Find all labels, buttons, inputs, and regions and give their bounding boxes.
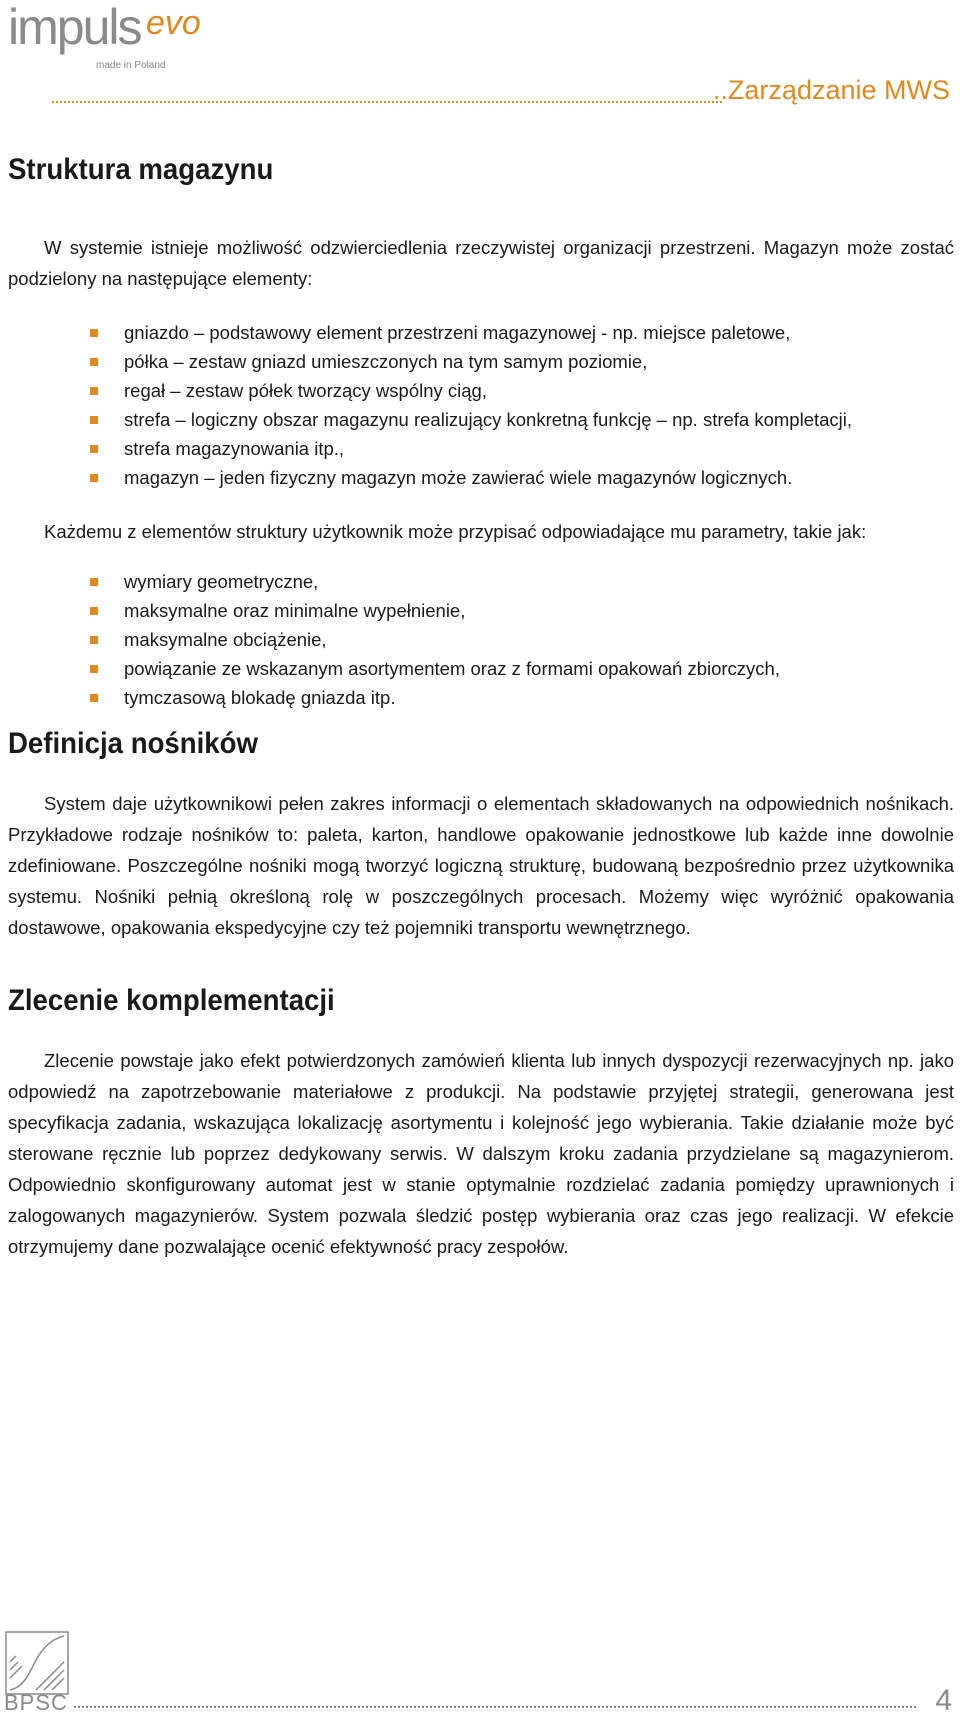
paragraph-parameters: Każdemu z elementów struktury użytkownik może przypisać odpowiadające mu parametry, takie jak:: [44, 521, 867, 542]
paragraph-body: Zlecenie powstaje jako efekt potwierdzonych zamówień klienta lub innych dyspozycji rezerwacyjnych np. jako odpowiedź na zapotrzebowanie materiałowe z produkcji. Na podstawie przyjętej strategii, generowana jest specyfikacja zadania, wskazująca lokalizację asortymentu i kolejność jego wybierania. Takie działanie może być sterowane ręcznie lub poprzez dedykowany serwis. W dalszym kroku zadania przydzielane są magazynierom. Odpowiednio skonfigurowany automat jest w stanie optymalnie rozdzielać zadania pomiędzy uprawnionych i zalogowanych magazynierów. System pozwala śledzić postęp wybierania oraz czas jego realizacji. W efekcie otrzymujemy dane pozwalające ocenić efektywność pracy zespołów.: [8, 1050, 954, 1257]
logo-wordmark: impuls: [8, 0, 141, 55]
bullet-square-icon: [90, 387, 98, 395]
bullet-square-icon: [90, 358, 98, 366]
list-item: gniazdo – podstawowy element przestrzeni magazynowej - np. miejsce paletowe,: [124, 318, 954, 347]
section-heading: Struktura magazynu: [8, 153, 274, 186]
list-item: magazyn – jeden fizyczny magazyn może zawierać wiele magazynów logicznych.: [124, 463, 954, 492]
footer-logo-text: BPSC: [4, 1690, 68, 1715]
bullet-square-icon: [90, 694, 98, 702]
list-item: powiązanie ze wskazanym asortymentem oraz z formami opakowań zbiorczych,: [124, 654, 954, 683]
paragraph-intro: W systemie istnieje możliwość odzwierciedlenia rzeczywistej organizacji przestrzeni. Magazyn może zostać podzielony na następujące elementy:: [8, 237, 954, 289]
bullet-square-icon: [90, 636, 98, 644]
page-number: 4: [935, 1684, 952, 1717]
list-item: maksymalne obciążenie,: [124, 625, 954, 654]
list-item: tymczasową blokadę gniazda itp.: [124, 683, 954, 712]
header-title: ..Zarządzanie MWS: [712, 75, 950, 105]
bullet-square-icon: [90, 329, 98, 337]
structure-elements-list: [8, 318, 954, 492]
footer-dotted-leader: [74, 1706, 916, 1708]
list-item: półka – zestaw gniazd umieszczonych na tym samym poziomie,: [124, 347, 954, 376]
list-item: strefa – logiczny obszar magazynu realizujący konkretną funkcję – np. strefa kompletacji,: [124, 405, 954, 434]
section-carrier-definition: [8, 726, 954, 943]
bullet-square-icon: [90, 607, 98, 615]
bullet-square-icon: [90, 445, 98, 453]
section-picking-order: [8, 983, 954, 1262]
footer-logo: [4, 1630, 70, 1716]
bullet-square-icon: [90, 416, 98, 424]
logo-tagline: made in Poland: [96, 60, 166, 71]
bullet-square-icon: [90, 474, 98, 482]
section-warehouse-structure: [8, 152, 954, 712]
section-heading: Definicja nośników: [8, 727, 258, 760]
list-item: regał – zestaw półek tworzący wspólny ciąg,: [124, 376, 954, 405]
bullet-square-icon: [90, 578, 98, 586]
parameters-list: [8, 567, 954, 712]
brand-logo: [8, 0, 248, 76]
bpsc-emblem-icon: [4, 1630, 70, 1696]
document-body: [8, 152, 954, 1262]
bullet-square-icon: [90, 665, 98, 673]
section-heading: Zlecenie komplementacji: [8, 984, 335, 1017]
list-item: wymiary geometryczne,: [124, 567, 954, 596]
header-dotted-leader: [52, 101, 722, 103]
list-item: maksymalne oraz minimalne wypełnienie,: [124, 596, 954, 625]
list-item: strefa magazynowania itp.,: [124, 434, 954, 463]
paragraph-body: System daje użytkownikowi pełen zakres informacji o elementach składowanych na odpowiednich nośnikach. Przykładowe rodzaje nośników to: paleta, karton, handlowe opakowanie jednostkowe lub każde inne dowolnie zdefiniowane. Poszczególne nośniki mogą tworzyć logiczną strukturę, budowaną bezpośrednio przez użytkownika systemu. Nośniki pełnią określoną rolę w poszczególnych procesach. Możemy więc wyróżnić opakowania dostawowe, opakowania ekspedycyjne czy też pojemniki transportu wewnętrznego.: [8, 793, 954, 938]
logo-superscript: evo: [146, 4, 201, 42]
